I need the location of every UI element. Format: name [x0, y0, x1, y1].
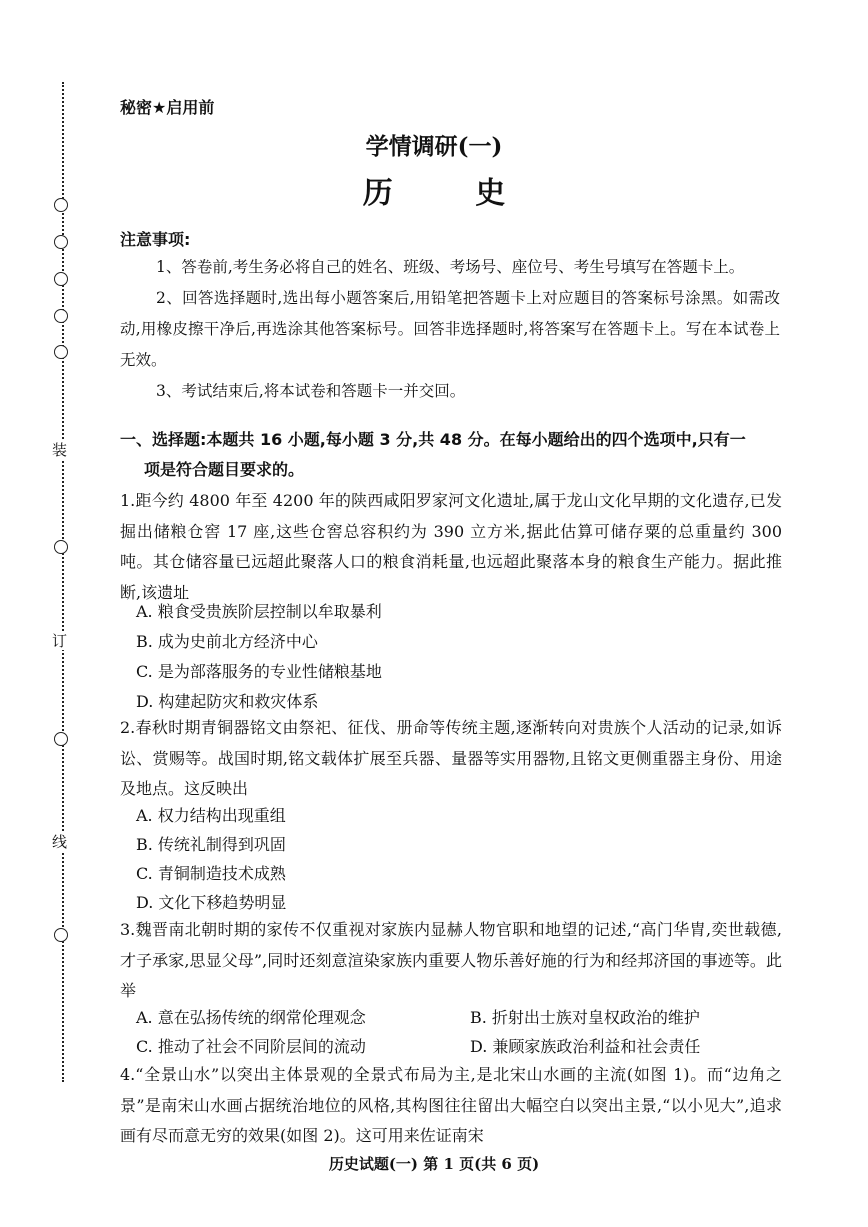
question-2-option-c: C. 青铜制造技术成熟 — [136, 864, 286, 883]
question-2-stem: 2.春秋时期青铜器铭文由祭祀、征伐、册命等传统主题,逐渐转向对贵族个人活动的记录,如诉讼、赏赐等。战国时期,铭文载体扩展至兵器、量器等实用器物,且铭文更侧重器主身份、用途及地点。这反映出 — [120, 718, 782, 798]
question-2-option-a: A. 权力结构出现重组 — [136, 806, 286, 825]
section-heading-line1: 一、选择题:本题共 16 小题,每小题 3 分,共 48 分。在每小题给出的四个选项中,只有一 — [120, 430, 746, 449]
exam-title: 学情调研(一) — [365, 133, 503, 160]
binding-hole-icon — [54, 272, 68, 286]
note-item: 3、考试结束后,将本试卷和答题卡一并交回。 — [156, 382, 466, 400]
secret-label: 秘密★启用前 — [120, 98, 215, 117]
margin-char-ding: 订 — [52, 632, 68, 650]
question-3-option-d: D. 兼顾家族政治利益和社会责任 — [470, 1037, 701, 1056]
binding-hole-icon — [54, 235, 68, 249]
margin-char-zhuang: 装 — [52, 441, 68, 459]
question-1-option-a: A. 粮食受贵族阶层控制以牟取暴利 — [136, 602, 382, 621]
subject-title: 历 史 — [362, 176, 542, 211]
question-3-option-c: C. 推动了社会不同阶层间的流动 — [136, 1037, 366, 1056]
binding-hole-icon — [54, 540, 68, 554]
note-item: 2、回答选择题时,选出每小题答案后,用铅笔把答题卡上对应题目的答案标号涂黑。如需改动,用橡皮擦干净后,再选涂其他答案标号。回答非选择题时,将答案写在答题卡上。写在本试卷上无效。 — [120, 289, 780, 369]
question-1-option-c: C. 是为部落服务的专业性储粮基地 — [136, 662, 382, 681]
note-item: 1、答卷前,考生务必将自己的姓名、班级、考场号、座位号、考生号填写在答题卡上。 — [156, 258, 745, 276]
question-2-option-b: B. 传统礼制得到巩固 — [136, 835, 286, 854]
question-3-option-a: A. 意在弘扬传统的纲常伦理观念 — [136, 1008, 366, 1027]
question-2-option-d: D. 文化下移趋势明显 — [136, 893, 287, 912]
page-footer: 历史试题(一) 第 1 页(共 6 页) — [328, 1155, 540, 1173]
margin-char-xian: 线 — [52, 833, 68, 851]
question-3-stem: 3.魏晋南北朝时期的家传不仅重视对家族内显赫人物官职和地望的记述,“高门华胄,奕世载德,才子承家,思显父母”,同时还刻意渲染家族内重要人物乐善好施的行为和经邦济国的事迹等。此举 — [120, 920, 782, 1000]
question-1-option-b: B. 成为史前北方经济中心 — [136, 632, 318, 651]
question-1-option-d: D. 构建起防灾和救灾体系 — [136, 692, 319, 711]
question-1-stem: 1.距今约 4800 年至 4200 年的陕西咸阳罗家河文化遗址,属于龙山文化早期的文化遗存,已发掘出储粮仓窖 17 座,这些仓窖总容积约为 390 立方米,据此估算可储存粟的总重量约 300 吨。其仓储容量已远超此聚落人口的粮食消耗量,也远超此聚落本身的粮食生产能力。据此推断,该遗址 — [120, 491, 782, 602]
binding-hole-icon — [54, 732, 68, 746]
question-4-stem: 4.“全景山水”以突出主体景观的全景式布局为主,是北宋山水画的主流(如图 1)。而“边角之景”是南宋山水画占据统治地位的风格,其构图往往留出大幅空白以突出主景,“以小见大”,追求画有尽而意无穷的效果(如图 2)。这可用来佐证南宋 — [120, 1065, 782, 1145]
section-heading-line2: 项是符合题目要求的。 — [144, 460, 305, 479]
binding-hole-icon — [54, 928, 68, 942]
section-heading — [120, 425, 780, 485]
question-3-option-b: B. 折射出士族对皇权政治的维护 — [470, 1008, 700, 1027]
notes-title: 注意事项: — [120, 230, 191, 249]
binding-hole-icon — [54, 309, 68, 323]
binding-hole-icon — [54, 345, 68, 359]
